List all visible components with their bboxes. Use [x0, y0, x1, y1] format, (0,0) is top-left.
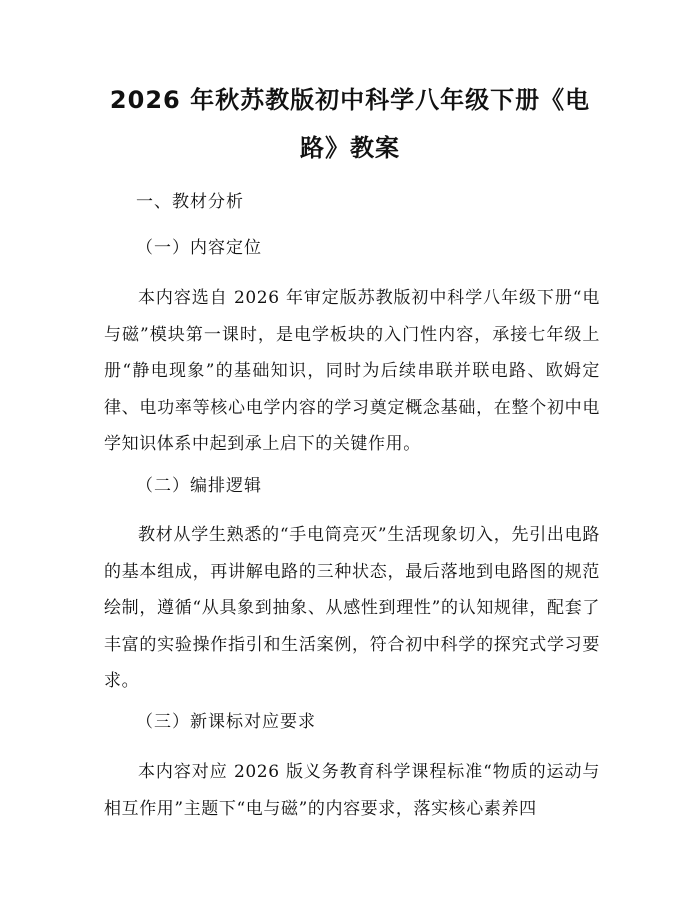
subsection-heading-content-positioning: （一）内容定位 — [136, 238, 262, 258]
document-title — [100, 76, 600, 172]
title-line-1: 2026 年秋苏教版初中科学八年级下册《电 — [109, 86, 591, 114]
paragraph-curriculum-standards: 本内容对应 2026 版义务教育科学课程标准“物质的运动与相互作用”主题下“电与磁”的内容要求，落实核心素养四 — [104, 762, 600, 819]
subsection-heading-curriculum-standards: （三）新课标对应要求 — [136, 712, 316, 732]
subsection-heading-arrangement-logic: （二）编排逻辑 — [136, 476, 262, 496]
paragraph-arrangement-logic: 教材从学生熟悉的“手电筒亮灭”生活现象切入，先引出电路的基本组成，再讲解电路的三种状态，最后落地到电路图的规范绘制，遵循“从具象到抽象、从感性到理性”的认知规律，配套了丰富的实验操作指引和生活案例，符合初中科学的探究式学习要求。 — [104, 525, 600, 691]
paragraph-content-positioning: 本内容选自 2026 年审定版苏教版初中科学八年级下册“电与磁”模块第一课时，是电学板块的入门性内容，承接七年级上册“静电现象”的基础知识，同时为后续串联并联电路、欧姆定律、电功率等核心电学内容的学习奠定概念基础，在整个初中电学知识体系中起到承上启下的关键作用。 — [104, 288, 600, 454]
section-heading-textbook-analysis: 一、教材分析 — [136, 192, 244, 212]
title-line-2: 路》教案 — [300, 134, 400, 162]
